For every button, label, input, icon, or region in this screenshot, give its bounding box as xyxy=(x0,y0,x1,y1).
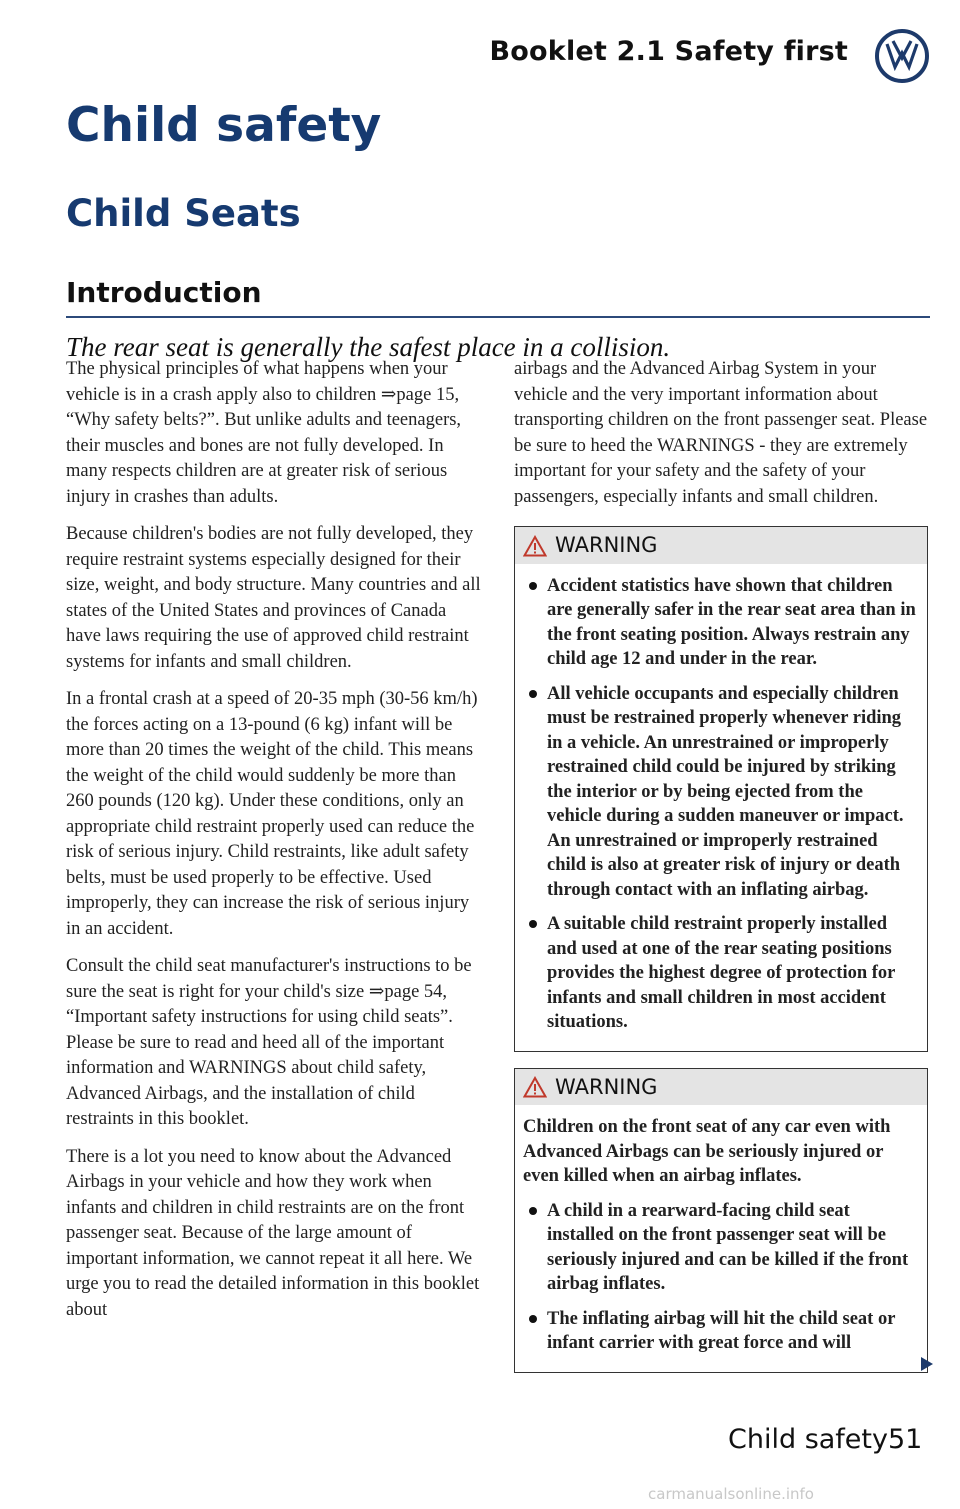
right-column xyxy=(514,357,928,1373)
warning-triangle-icon xyxy=(523,1076,547,1098)
warning-header xyxy=(515,1069,927,1106)
warning-header xyxy=(515,527,927,564)
booklet-header: Booklet 2.1 Safety first xyxy=(489,36,848,67)
warning-item: Accident statistics have shown that children are generally safer in the rear seat area than in the front seating position. Always restrain any child age 12 and under in the rear. xyxy=(523,574,919,672)
continue-arrow-icon xyxy=(920,1356,934,1372)
warning-body xyxy=(515,564,927,1051)
warning-title: WARNING xyxy=(555,1074,658,1099)
warning-box-2 xyxy=(514,1068,928,1373)
title-rule xyxy=(66,316,930,318)
warning-title: WARNING xyxy=(555,533,658,557)
warning-box-1 xyxy=(514,526,928,1052)
vw-logo-icon xyxy=(874,28,930,84)
warning-item: The inflating airbag will hit the child seat or infant carrier with great force and will xyxy=(523,1307,919,1356)
chapter-title: Child safety xyxy=(66,98,382,153)
subsection-title: Introduction xyxy=(66,276,262,309)
paragraph: In a frontal crash at a speed of 20-35 mph (30-56 km/h) the forces acting on a 13-pound (6 kg) infant will be more than 20 times the weight of the child. This means the weight of the child would suddenly be more than 260 pounds (120 kg). Under these conditions, only an appropriate child restraint properly used can reduce the risk of serious injury. Child restraints, like adult safety belts, must be used properly to be effective. Used improperly, they can increase the risk of serious injury in an accident. xyxy=(66,689,478,939)
section-title: Child Seats xyxy=(66,192,301,235)
warning-triangle-icon xyxy=(523,535,547,557)
paragraph: There is a lot you need to know about the Advanced Airbags in your vehicle and how they work when infants and children in child restraints are on the front passenger seat. Because of the large amount of important information, we cannot repeat it all here. We urge you to read the detailed information in this booklet about xyxy=(66,1146,480,1320)
paragraph: The physical principles of what happens when your vehicle is in a crash apply also to children ⇒page 15, “Why safety belts?”. But unlike adults and teenagers, their muscles and bones are not fully developed. In many respects children are at greater risk of serious injury in crashes than adults. xyxy=(66,359,462,507)
warning-intro: Children on the front seat of any car even with Advanced Airbags can be seriously injured or even killed when an airbag inflates. xyxy=(523,1117,891,1186)
paragraph: Consult the child seat manufacturer's instructions to be sure the seat is right for your child's size ⇒page 54, “Important safety instructions for using child seats”. Please be sure to read and heed all of the important information and WARNINGS about child safety, Advanced Airbags, and the installation of child restraints in this booklet. xyxy=(66,956,472,1129)
footer-section-title: Child safety xyxy=(728,1424,888,1455)
page-number: 51 xyxy=(888,1424,923,1455)
watermark: carmanualsonline.info xyxy=(648,1485,814,1503)
warning-item: A suitable child restraint properly installed and used at one of the rear seating positions provides the highest degree of protection for infants and small children in most accident situations. xyxy=(523,912,919,1035)
warning-body xyxy=(515,1105,927,1372)
warning-item: All vehicle occupants and especially children must be restrained properly whenever riding in a vehicle. An unrestrained or improperly restrained child could be injured by striking the interior or by being ejected from the vehicle during a sudden maneuver or impact. An unrestrained or improperly restrained child is also at greater risk of injury or death through contact with an inflating airbag. xyxy=(523,682,919,903)
warning-item: A child in a rearward-facing child seat installed on the front passenger seat will be seriously injured and can be killed if the front airbag inflates. xyxy=(523,1199,919,1297)
paragraph: Because children's bodies are not fully developed, they require restraint systems especially designed for their size, weight, and body structure. Many countries and all states of the United States and provinces of Canada have laws requiring the use of approved child restraint systems for infants and small children. xyxy=(66,524,481,672)
left-column xyxy=(66,357,484,1335)
paragraph: airbags and the Advanced Airbag System in your vehicle and the very important information about transporting children on the front passenger seat. Please be sure to heed the WARNINGS - they are extremely important for your safety and the safety of your passengers, especially infants and small children. xyxy=(514,359,928,507)
lead-sentence: The rear seat is generally the safest place in a collision. xyxy=(66,332,671,362)
